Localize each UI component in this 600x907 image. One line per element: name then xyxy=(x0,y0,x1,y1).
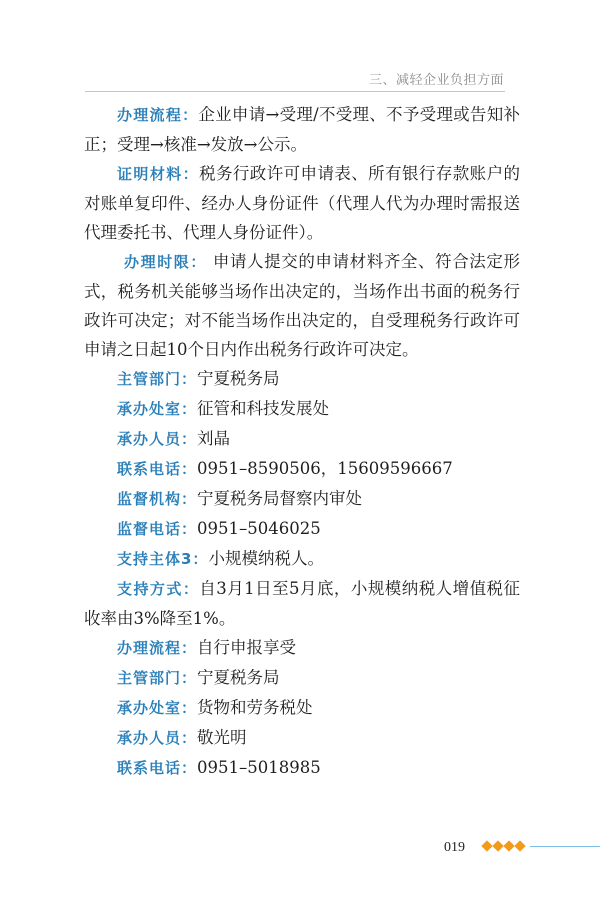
field-label: 办理流程： xyxy=(117,639,198,657)
field-row xyxy=(84,753,520,783)
field-label: 承办处室： xyxy=(117,699,198,717)
field-text: 宁夏税务局督察内审处 xyxy=(197,489,363,508)
field-label: 支持主体3： xyxy=(117,550,209,568)
field-text: 小规模纳税人。 xyxy=(208,549,324,568)
field-row xyxy=(84,364,520,394)
field-row xyxy=(84,633,520,663)
field-label: 监督机构： xyxy=(117,490,198,508)
field-row xyxy=(84,693,520,723)
field-row xyxy=(84,723,520,753)
field-label: 承办人员： xyxy=(117,729,198,747)
field-label: 办理时限： xyxy=(124,253,207,271)
diamond-icon xyxy=(481,840,492,851)
field-text: 申请人提交的申请材料齐全、符合法定形式，税务机关能够当场作出决定的，当场作出书面的税务行政许可决定；对不能当场作出决定的，自受理税务行政许可申请之日起10个日内作出税务行政许可决定。 xyxy=(84,252,520,359)
diamond-icon xyxy=(514,840,525,851)
field-text: 刘晶 xyxy=(197,429,231,448)
field-row xyxy=(84,394,520,424)
field-label: 主管部门： xyxy=(117,669,198,687)
field-row xyxy=(84,544,520,574)
field-text: 敬光明 xyxy=(197,728,247,747)
field-row xyxy=(84,514,520,544)
field-text: 自3月1日至5月底，小规模纳税人增值税征收率由3%降至1%。 xyxy=(84,579,520,628)
footer-divider xyxy=(530,846,600,847)
field-row xyxy=(84,424,520,454)
field-label: 联系电话： xyxy=(117,460,198,478)
field-text: 自行申报享受 xyxy=(197,638,297,657)
field-text: 0951–8590506，15609596667 xyxy=(197,459,453,478)
section-title: 三、减轻企业负担方面 xyxy=(368,73,504,88)
field-label: 证明材料： xyxy=(117,165,200,183)
field-label: 监督电话： xyxy=(117,520,198,538)
field-text: 征管和科技发展处 xyxy=(197,399,330,418)
field-text: 企业申请→受理/不受理、不予受理或告知补正；受理→核准→发放→公示。 xyxy=(84,105,520,154)
page-number: 019 xyxy=(444,840,465,855)
field-label: 承办人员： xyxy=(117,430,198,448)
field-label: 联系电话： xyxy=(117,759,198,777)
field-row xyxy=(84,663,520,693)
field-text: 0951–5018985 xyxy=(197,758,321,777)
header-divider xyxy=(85,91,505,92)
field-label: 主管部门： xyxy=(117,370,198,388)
document-body xyxy=(84,100,520,783)
field-label: 承办处室： xyxy=(117,400,198,418)
field-label: 办理流程： xyxy=(117,106,199,124)
field-text: 宁夏税务局 xyxy=(197,668,280,687)
field-text: 宁夏税务局 xyxy=(197,369,280,388)
paragraph-time-limit xyxy=(84,247,520,364)
paragraph-process xyxy=(84,100,520,159)
paragraph-support-method xyxy=(84,574,520,633)
field-row xyxy=(84,484,520,514)
field-text: 0951–5046025 xyxy=(197,519,321,538)
field-text: 货物和劳务税处 xyxy=(197,698,313,717)
diamond-icon xyxy=(503,840,514,851)
field-row xyxy=(84,454,520,484)
diamond-icon xyxy=(492,840,503,851)
paragraph-materials xyxy=(84,159,520,247)
field-text: 税务行政许可申请表、所有银行存款账户的对账单复印件、经办人身份证件（代理人代为办理时需报送代理委托书、代理人身份证件）。 xyxy=(84,164,520,242)
field-label: 支持方式： xyxy=(117,580,200,598)
